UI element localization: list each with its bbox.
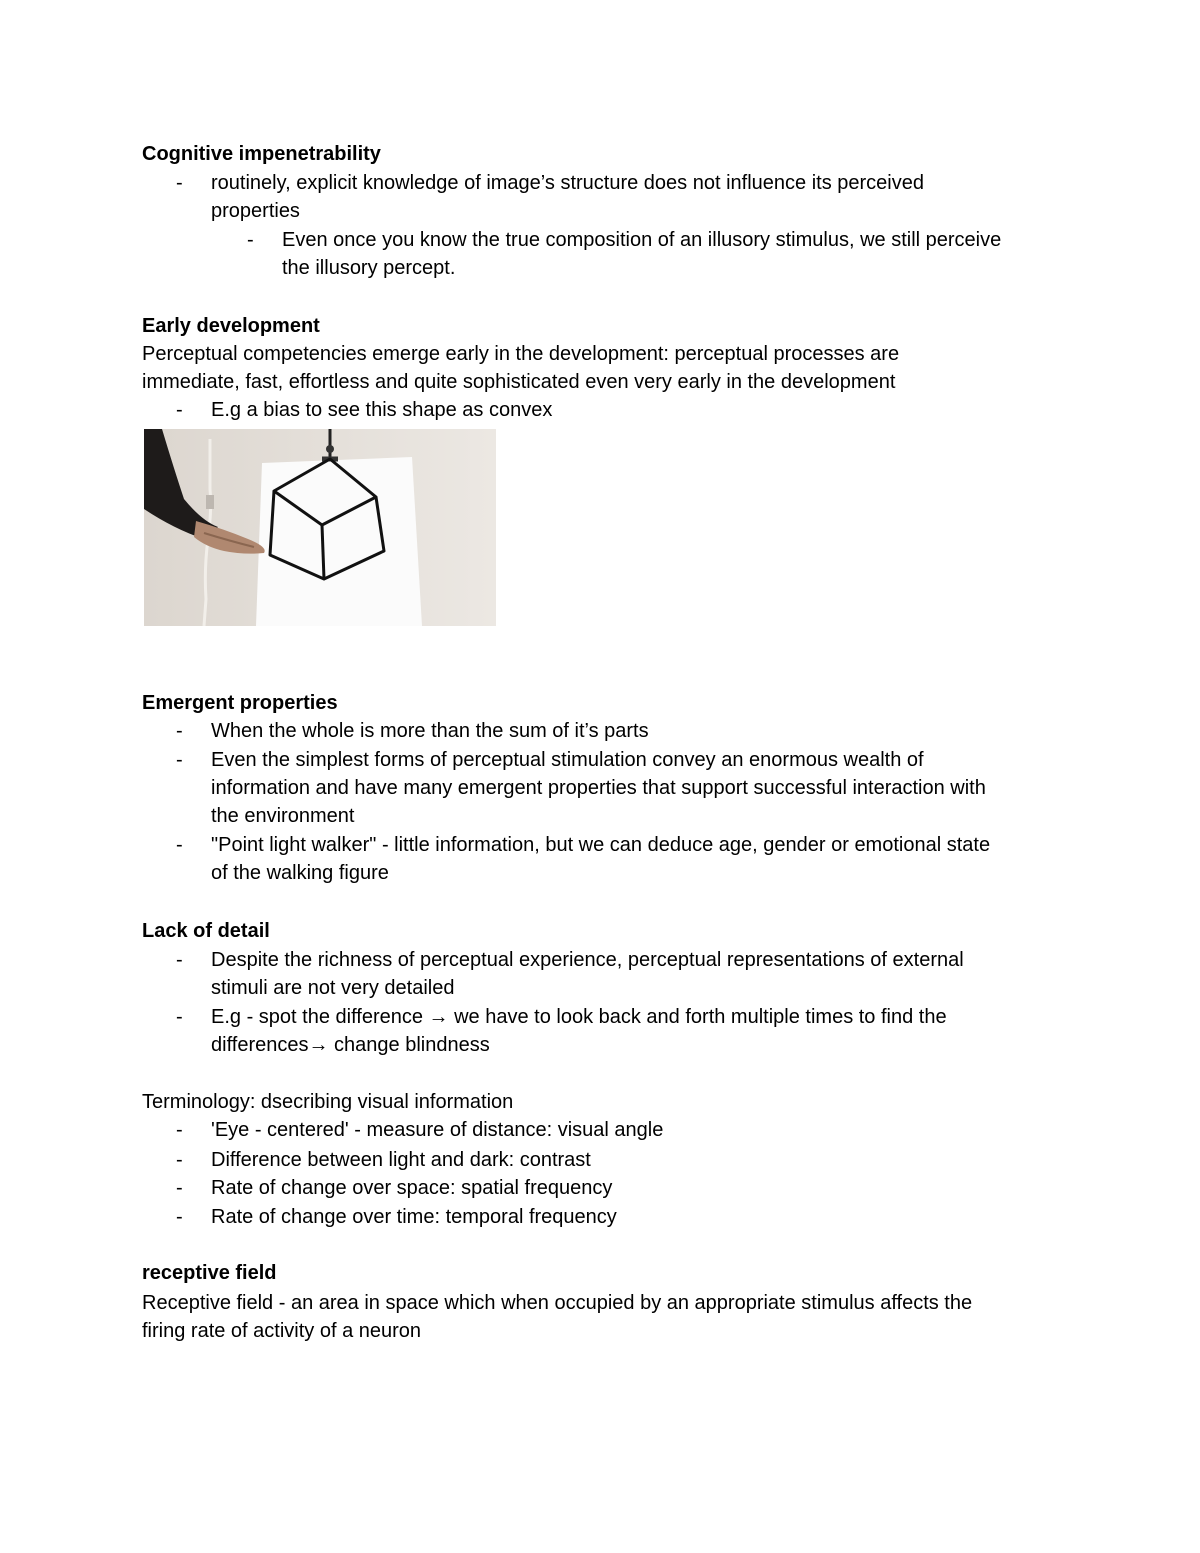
bullet-marker: -	[176, 834, 183, 856]
bullet-marker: -	[176, 949, 183, 971]
bullet-text: Despite the richness of perceptual experience, perceptual representations of external	[211, 949, 964, 971]
heading-cognitive-impenetrability: Cognitive impenetrability	[142, 143, 381, 165]
hanging-cube-illustration	[144, 429, 496, 626]
bullet-text: Rate of change over time: temporal frequency	[211, 1206, 617, 1228]
bullet-text: E.g - spot the difference → we have to look back and forth multiple times to find the	[211, 1006, 947, 1028]
bullet-marker: -	[176, 749, 183, 771]
bullet-text: Even once you know the true composition of an illusory stimulus, we still perceive	[282, 229, 1002, 251]
bullet-text: stimuli are not very detailed	[211, 977, 455, 999]
bullet-text: E.g a bias to see this shape as convex	[211, 399, 553, 421]
heading-lack-of-detail: Lack of detail	[142, 920, 270, 942]
bullet-text: When the whole is more than the sum of it’s parts	[211, 720, 649, 742]
bullet-text: "Point light walker" - little information, but we can deduce age, gender or emotional state	[211, 834, 991, 856]
heading-receptive-field: receptive field	[142, 1262, 277, 1284]
heading-early-development: Early development	[142, 315, 320, 337]
bullet-marker: -	[176, 399, 183, 421]
bullet-marker: -	[176, 1149, 183, 1171]
heading-terminology: Terminology: dsecribing visual information	[142, 1091, 514, 1113]
bullet-text: Rate of change over space: spatial frequency	[211, 1177, 613, 1199]
bullet-marker: -	[176, 1206, 183, 1228]
bullet-text: the illusory percept.	[282, 257, 456, 279]
hanging-cube-photo	[144, 429, 496, 626]
heading-emergent-properties: Emergent properties	[142, 692, 338, 714]
paragraph-text: Perceptual competencies emerge early in the development: perceptual processes are	[142, 343, 900, 365]
bullet-marker: -	[176, 1177, 183, 1199]
bullet-text: information and have many emergent properties that support successful interaction with	[211, 777, 986, 799]
bullet-text: properties	[211, 200, 300, 222]
bullet-text: differences→ change blindness	[211, 1034, 490, 1056]
bullet-text: the environment	[211, 805, 355, 827]
bullet-text: routinely, explicit knowledge of image’s structure does not influence its perceived	[211, 172, 924, 194]
paragraph-text: Receptive field - an area in space which when occupied by an appropriate stimulus affects the	[142, 1292, 973, 1314]
bullet-marker: -	[176, 1119, 183, 1141]
paragraph-text: immediate, fast, effortless and quite sophisticated even very early in the development	[142, 371, 896, 393]
bullet-marker: -	[176, 172, 183, 194]
bullet-marker: -	[176, 1006, 183, 1028]
bullet-marker: -	[176, 720, 183, 742]
bullet-text: Difference between light and dark: contrast	[211, 1149, 591, 1171]
bullet-text: of the walking figure	[211, 862, 389, 884]
bullet-text: 'Eye - centered' - measure of distance: visual angle	[211, 1119, 664, 1141]
bullet-text: Even the simplest forms of perceptual stimulation convey an enormous wealth of	[211, 749, 924, 771]
paragraph-text: firing rate of activity of a neuron	[142, 1320, 422, 1342]
bullet-marker: -	[247, 229, 254, 251]
